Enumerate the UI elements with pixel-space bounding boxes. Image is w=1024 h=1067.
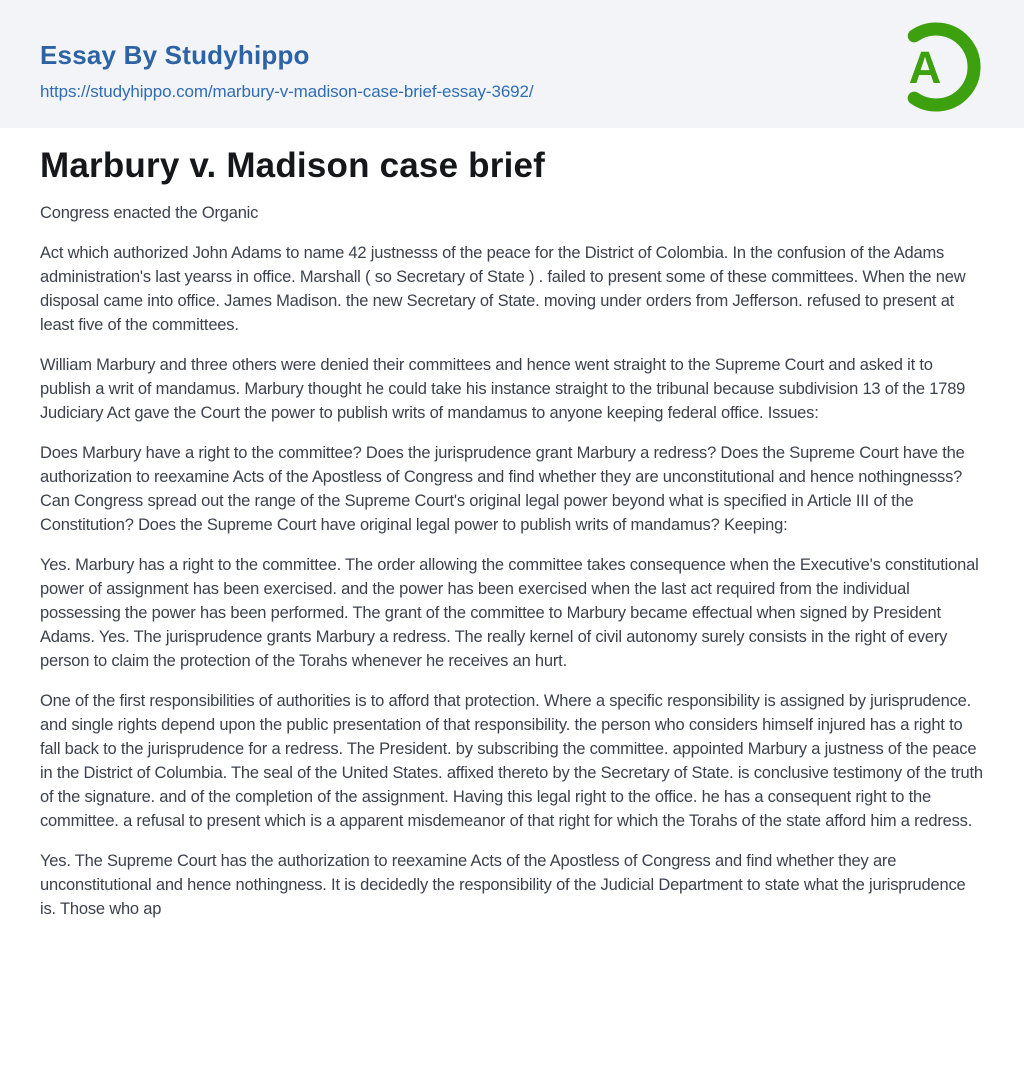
essay-paragraph: Act which authorized John Adams to name 42 justnesss of the peace for the District of Colombia. In the confusion of the Adams administration's last yearss in office. Marshall ( so Secretary of State ) . failed to present some of these committees. When the new disposal came into office. James Madison. the new Secretary of State. moving under orders from Jefferson. refused to present at least five of the committees.	[40, 244, 966, 334]
logo-letter: A	[908, 42, 942, 93]
logo-arc-icon	[888, 19, 984, 115]
article-body	[40, 201, 984, 921]
essay-paragraph: William Marbury and three others were denied their committees and hence went straight to the Supreme Court and asked it to publish a writ of mandamus. Marbury thought he could take his instance straight to the tribunal because subdivision 13 of the 1789 Judiciary Act gave the Court the power to publish writs of mandamus to anyone keeping federal office. Issues:	[40, 356, 966, 422]
studyhippo-logo	[888, 19, 984, 115]
essay-article	[0, 128, 1024, 921]
header-text-block	[40, 40, 534, 102]
site-title: Essay By Studyhippo	[40, 40, 310, 70]
page-title: Marbury v. Madison case brief	[40, 146, 546, 185]
essay-paragraph: Yes. Marbury has a right to the committee. The order allowing the committee takes consequence when the Executive's constitutional power of assignment has been exercised. and the power has been exercised when the last act required from the individual possessing the power has been performed. The grant of the committee to Marbury became effectual when signed by President Adams. Yes. The jurisprudence grants Marbury a redress. The really kernel of civil autonomy surely consists in the right of every person to claim the protection of the Torahs whenever he receives an hurt.	[40, 556, 979, 670]
essay-paragraph: Does Marbury have a right to the committee? Does the jurisprudence grant Marbury a redress? Does the Supreme Court have the authorization to reexamine Acts of the Apostless of Congress and find whether they are unconstitutional and hence nothingnesss? Can Congress spread out the range of the Supreme Court's original legal power beyond what is specified in Article III of the Constitution? Does the Supreme Court have original legal power to publish writs of mandamus? Keeping:	[40, 444, 965, 534]
page-header	[0, 0, 1024, 128]
essay-paragraph: Yes. The Supreme Court has the authorization to reexamine Acts of the Apostless of Congress and find whether they are unconstitutional and hence nothingness. It is decidedly the responsibility of the Judicial Department to state what the jurisprudence is. Those who ap	[40, 852, 966, 918]
essay-paragraph: One of the first responsibilities of authorities is to afford that protection. Where a specific responsibility is assigned by jurisprudence. and single rights depend upon the public presentation of that responsibility. the person who considers himself injured has a right to fall back to the jurisprudence for a redress. The President. by subscribing the committee. appointed Marbury a justness of the peace in the District of Columbia. The seal of the United States. affixed thereto by the Secretary of State. is conclusive testimony of the truth of the signature. and of the completion of the assignment. Having this legal right to the office. he has a consequent right to the committee. a refusal to present which is a apparent misdemeanor of that right for which the Torahs of the state afford him a redress.	[40, 692, 983, 830]
essay-url-link[interactable]: https://studyhippo.com/marbury-v-madison-case-brief-essay-3692/	[40, 82, 534, 101]
essay-lead-line: Congress enacted the Organic	[40, 204, 259, 222]
